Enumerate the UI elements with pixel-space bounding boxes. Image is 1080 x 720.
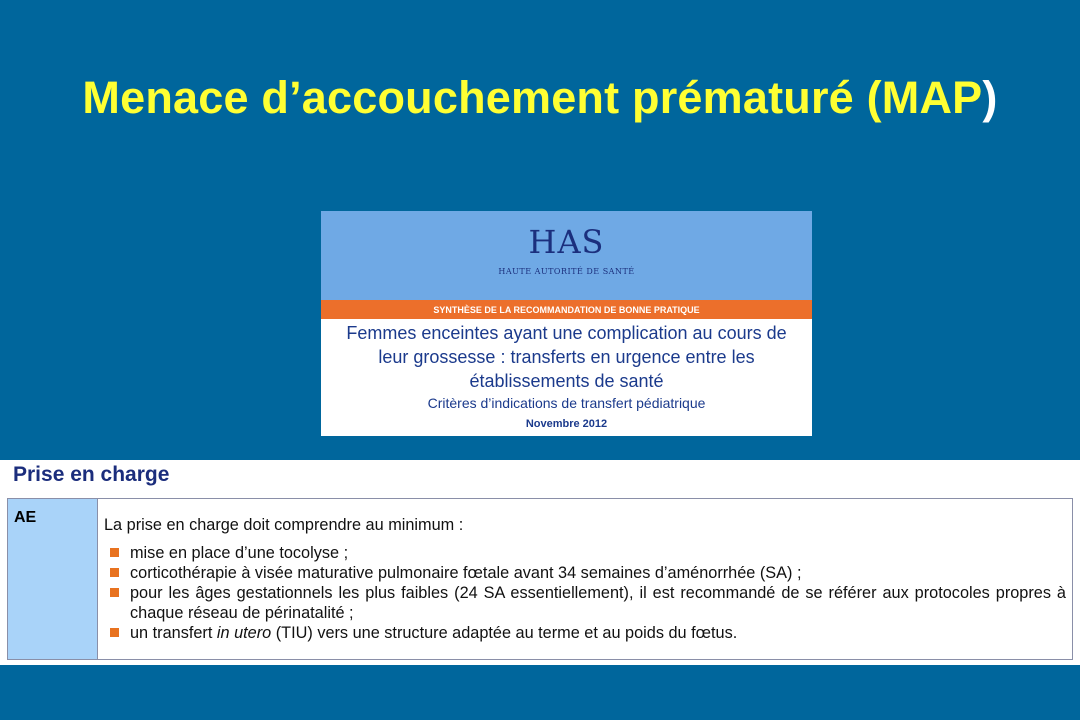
cover-date: Novembre 2012	[525, 418, 608, 430]
list-item-text: pour les âges gestationnels les plus faibles (24 SA essentiellement), il est recommandé de se référer aux protocoles propres à chaque réseau de périnatalité ;	[130, 584, 1066, 622]
list-item-text-before: un transfert	[130, 624, 217, 642]
cover-subtitle: Critères d’indications de transfert pédiatrique	[427, 395, 706, 411]
list-item	[104, 583, 1066, 623]
orange-square-bullet-icon	[110, 588, 119, 597]
cover-header	[321, 211, 812, 300]
cover-body	[321, 321, 812, 432]
cover-title-line-1: Femmes enceintes ayant une complication au cours de	[346, 323, 787, 343]
recommendation-list	[104, 543, 1066, 643]
recommendation-content	[104, 515, 1066, 643]
cover-title-line-3: établissements de santé	[469, 371, 664, 391]
has-document-cover	[321, 211, 812, 436]
slide-title	[0, 72, 1080, 124]
prise-en-charge-panel	[0, 460, 1080, 665]
cover-title-line-2: leur grossesse : transferts en urgence entre les	[378, 347, 755, 367]
recommendation-intro: La prise en charge doit comprendre au minimum :	[104, 516, 464, 534]
grade-cell	[8, 499, 98, 659]
cover-band: SYNTHÈSE DE LA RECOMMANDATION DE BONNE PRATIQUE	[321, 300, 812, 319]
list-item	[104, 563, 1066, 583]
list-item-text: corticothérapie à visée maturative pulmonaire fœtale avant 34 semaines d’aménorrhée (SA) ;	[130, 564, 802, 582]
slide-title-close-paren: )	[982, 72, 998, 123]
has-logo-subtitle: HAUTE AUTORITÉ DE SANTÉ	[498, 267, 635, 276]
list-item	[104, 543, 1066, 563]
prise-heading: Prise en charge	[13, 463, 170, 486]
orange-square-bullet-icon	[110, 628, 119, 637]
list-item-text-italic: in utero	[216, 624, 272, 642]
has-logo	[321, 223, 812, 261]
list-item-text: mise en place d’une tocolyse ;	[130, 544, 349, 562]
list-item-text-after: (TIU) vers une structure adaptée au terme et au poids du fœtus.	[271, 624, 738, 642]
slide-title-text: Menace d’accouchement prématuré (MAP	[82, 72, 983, 123]
orange-square-bullet-icon	[110, 548, 119, 557]
has-logo-text: HAS	[528, 223, 605, 261]
orange-square-bullet-icon	[110, 568, 119, 577]
grade-label: AE	[14, 509, 37, 526]
recommendation-table	[7, 498, 1073, 660]
list-item	[104, 623, 1066, 643]
